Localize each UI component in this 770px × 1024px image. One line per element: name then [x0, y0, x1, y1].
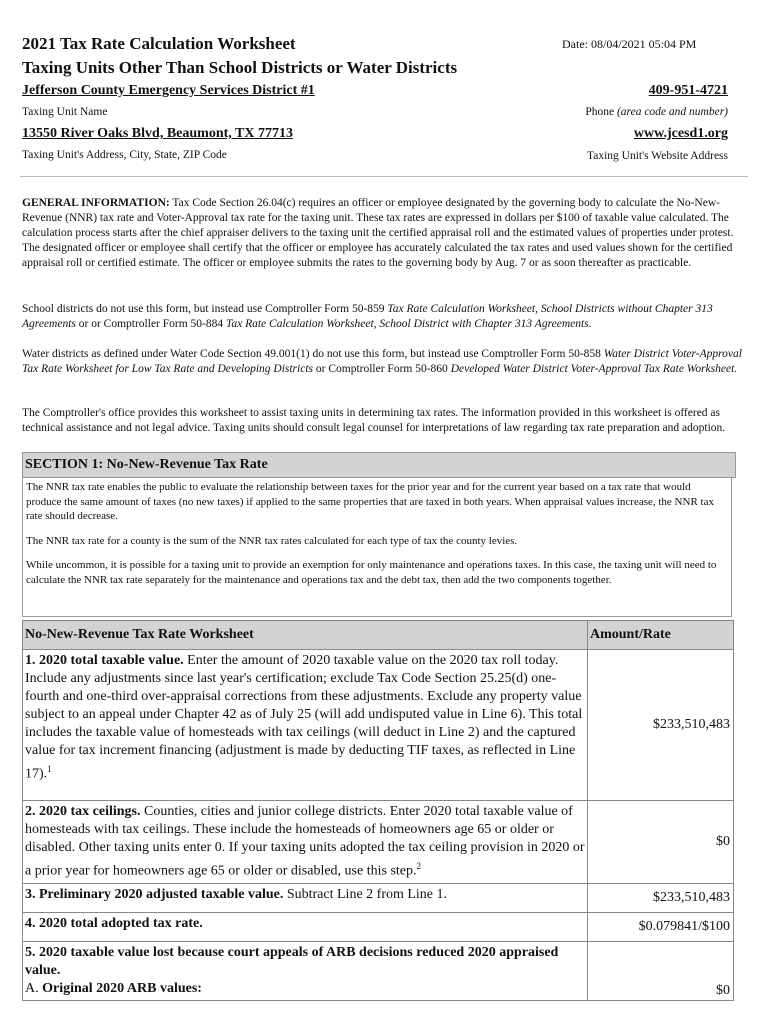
- section-1-header: SECTION 1: No-New-Revenue Tax Rate: [22, 452, 736, 478]
- water-districts-note: Water districts as defined under Water Code Section 49.001(1) do not use this form, but instead use Comptroller Form 50-858 Water District Voter-Approval Tax Rate Worksheet for Low Tax Rate and Developing Districts or Comptroller Form 50-860 Developed Water District Voter-Approval Tax Rate Worksheet.: [22, 348, 742, 375]
- phone-label: Phone (area code and number): [585, 106, 728, 118]
- line-1-amount[interactable]: $233,510,483: [588, 650, 734, 801]
- date-stamp: Date: 08/04/2021 05:04 PM: [562, 37, 697, 51]
- line-1-description: 1. 2020 total taxable value. Enter the amount of 2020 taxable value on the 2020 tax roll today. Include any adjustments since last year's certification; exclude Tax Code Section 25.25(d) one-fourth and one-third over-appraisal corrections from these adjustments. Exclude any property value subject to an appeal under Chapter 42 as of July 25 (will add undisputed value in Line 6). This total includes the taxable value of homesteads with tax ceilings (will deduct in Line 2) and the captured value for tax increment financing (adjustment is made by deducting TIF taxes, as reflected in Line 17).$^1$: [23, 650, 588, 801]
- table-row: [23, 912, 734, 941]
- line-3-amount[interactable]: $233,510,483: [588, 883, 734, 912]
- line-3-description: 3. Preliminary 2020 adjusted taxable value. Subtract Line 2 from Line 1.: [23, 883, 588, 912]
- table-row: [23, 941, 734, 1000]
- section-1-paragraph: The NNR tax rate enables the public to evaluate the relationship between taxes for the prior year and for the current year based on a tax rate that would produce the same amount of taxes (no new taxes) if applied to the same properties that are taxed in both years. When appraisal values increase, the NNR tax rate should decrease.: [26, 481, 714, 522]
- line-5a-amount[interactable]: $0: [588, 941, 734, 1000]
- line-2-description: 2. 2020 tax ceilings. Counties, cities and junior college districts. Enter 2020 total taxable value of homesteads with tax ceilings. These include the homesteads of homeowners age 65 or older or disabled. Other taxing units enter 0. If your taxing units adopted the tax ceiling provision in 2020 or a prior year for homeowners age 65 or older or disabled, use this step.$^2$: [23, 801, 588, 884]
- page-title: 2021 Tax Rate Calculation Worksheet: [22, 34, 296, 53]
- comptroller-note: The Comptroller's office provides this worksheet to assist taxing units in determining tax rates. The information provided in this worksheet is offered as technical assistance and not legal advice. Taxing units should consult legal counsel for interpretations of law regarding tax rate preparation and adoption.: [22, 407, 726, 434]
- section-1-paragraph: The NNR tax rate for a county is the sum of the NNR tax rates calculated for each type of tax the county levies.: [26, 534, 518, 547]
- section-1-paragraph: While uncommon, it is possible for a taxing unit to provide an exemption for only maintenance and operations taxes. In this case, the taxing unit will need to calculate the NNR tax rate separately for the maintenance and operations tax and the debt tax, then add the two components together.: [26, 559, 717, 586]
- taxing-unit-address: 13550 River Oaks Blvd, Beaumont, TX 77713: [22, 126, 293, 141]
- section-1-description: [22, 477, 732, 617]
- column-header-description: No-New-Revenue Tax Rate Worksheet: [23, 621, 588, 650]
- table-row: [23, 650, 734, 801]
- school-districts-note: School districts do not use this form, but instead use Comptroller Form 50-859 Tax Rate Calculation Worksheet, School Districts without Chapter 313 Agreements or or Comptroller Form 50-884 Tax Rate Calculation Worksheet, School District with Chapter 313 Agreements.: [22, 303, 713, 330]
- website-label: Taxing Unit's Website Address: [587, 150, 728, 162]
- table-row: [23, 883, 734, 912]
- phone-number: 409-951-4721: [648, 83, 728, 98]
- taxing-unit-name: Jefferson County Emergency Services District #1: [22, 83, 315, 98]
- table-row: [23, 801, 734, 884]
- taxing-unit-name-label: Taxing Unit Name: [22, 106, 108, 118]
- header-divider: [20, 176, 748, 177]
- nnr-worksheet-table: [22, 620, 734, 1001]
- line-5-description: 5. 2020 taxable value lost because court appeals of ARB decisions reduced 2020 appraised value. A. Original 2020 ARB values:: [23, 941, 588, 1000]
- website-link[interactable]: www.jcesd1.org: [633, 126, 728, 141]
- line-4-description: 4. 2020 total adopted tax rate.: [23, 912, 588, 941]
- line-4-amount[interactable]: $0.079841/$100: [588, 912, 734, 941]
- page-subtitle: Taxing Units Other Than School Districts or Water Districts: [22, 58, 458, 77]
- address-label: Taxing Unit's Address, City, State, ZIP Code: [22, 149, 227, 161]
- table-header-row: [23, 621, 734, 650]
- column-header-amount: Amount/Rate: [588, 621, 734, 650]
- general-information: GENERAL INFORMATION: Tax Code Section 26.04(c) requires an officer or employee designated by the governing body to calculate the No-New-Revenue (NNR) tax rate and Voter-Approval tax rate for the taxing unit. These tax rates are expressed in dollars per $100 of taxable value calculated. The calculation process starts after the chief appraiser delivers to the taxing unit the certified appraisal roll and the estimated values of properties under protest. The designated officer or employee shall certify that the officer or employee has accurately calculated the tax rates and used values shown for the certified appraisal roll or certified estimate. The officer or employee submits the rates to the governing body by Aug. 7 or as soon thereafter as practicable.: [22, 197, 734, 269]
- line-2-amount[interactable]: $0: [588, 801, 734, 884]
